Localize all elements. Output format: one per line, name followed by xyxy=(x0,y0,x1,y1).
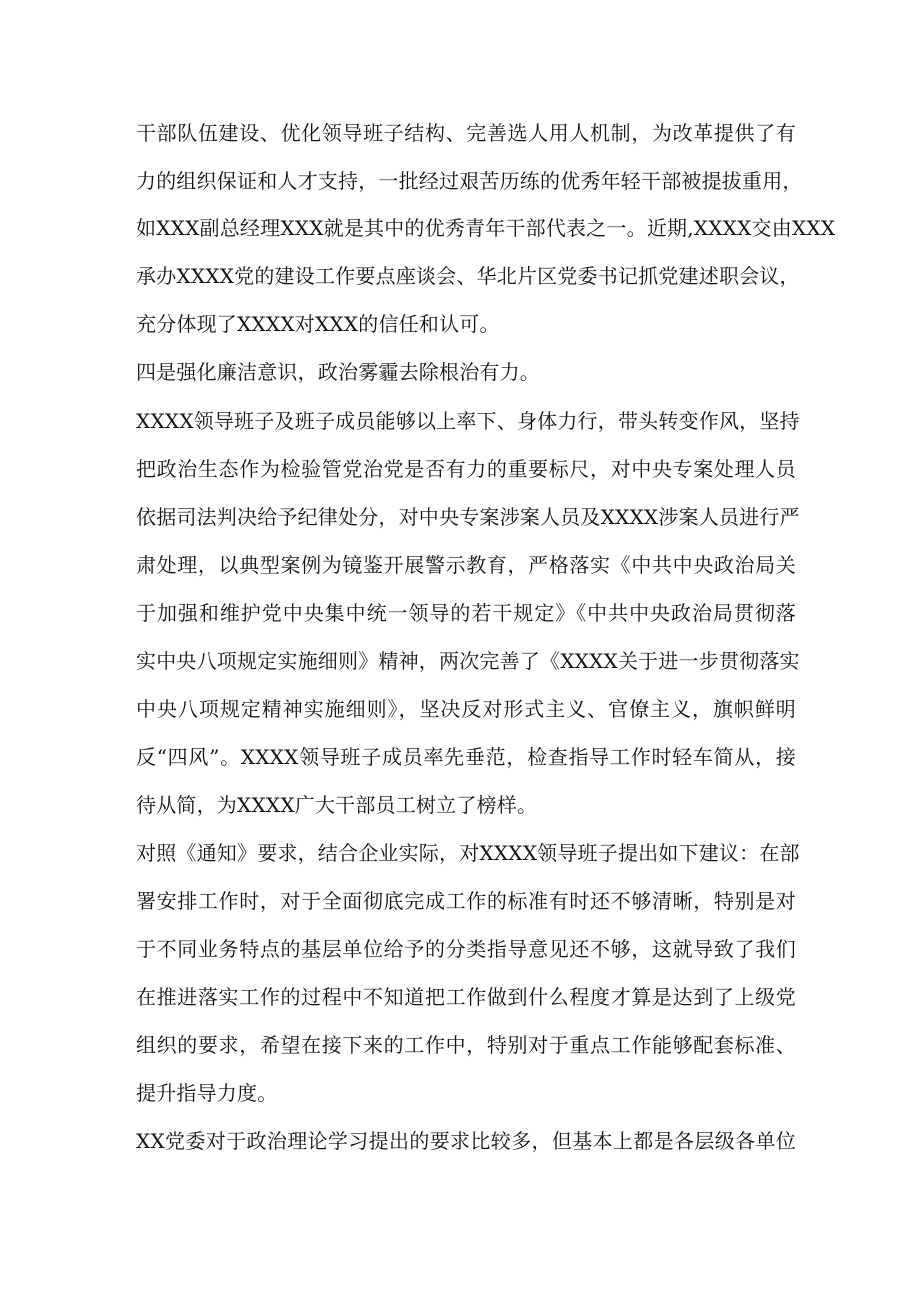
text-line: 中央八项规定精神实施细则》，坚决反对形式主义、官僚主义，旗帜鲜明 xyxy=(136,697,796,721)
text-line: 肃处理，以典型案例为镜鉴开展警示教育，严格落实《中共中央政治局关 xyxy=(136,553,796,577)
text-line: 提升指导力度。 xyxy=(136,1081,278,1105)
text-line: 如XXX副总经理XXX就是其中的优秀青年干部代表之一。近期,XXXX交由XXX xyxy=(136,216,836,240)
text-line: 力的组织保证和人才支持，一批经过艰苦历练的优秀年轻干部被提拔重用， xyxy=(136,169,803,193)
text-line: 反“四风”。XXXX领导班子成员率先垂范，检查指导工作时轻车简从，接 xyxy=(136,745,796,769)
text-line: 于加强和维护党中央集中统一领导的若干规定》《中共中央政治局贯彻落 xyxy=(136,601,796,625)
text-line: 实中央八项规定实施细则》精神，两次完善了《XXXX关于进一步贯彻落实 xyxy=(136,649,800,673)
text-line: 在推进落实工作的过程中不知道把工作做到什么程度才算是达到了上级党 xyxy=(136,985,796,1009)
text-line: 干部队伍建设、优化领导班子结构、完善选人用人机制，为改革提供了有 xyxy=(136,121,796,145)
text-line: XXXX领导班子及班子成员能够以上率下、身体力行，带头转变作风，坚持 xyxy=(136,409,800,433)
text-line: 四是强化廉洁意识，政治雾霾去除根治有力。 xyxy=(136,360,540,384)
text-line: 署安排工作时，对于全面彻底完成工作的标准有时还不够清晰，特别是对 xyxy=(136,889,796,913)
text-line: 待从简，为XXXX广大干部员工树立了榜样。 xyxy=(136,793,538,817)
text-line: 把政治生态作为检验管党治党是否有力的重要标尺，对中央专案处理人员 xyxy=(136,457,796,481)
text-line: 充分体现了XXXX对XXX的信任和认可。 xyxy=(136,312,500,336)
text-line: 于不同业务特点的基层单位给予的分类指导意见还不够，这就导致了我们 xyxy=(136,937,796,961)
text-line: 组织的要求，希望在接下来的工作中，特别对于重点工作能够配套标准、 xyxy=(136,1033,796,1057)
text-line: 对照《通知》要求，结合企业实际，对XXXX领导班子提出如下建议：在部 xyxy=(136,841,800,865)
text-line: 依据司法判决给予纪律处分，对中央专案涉案人员及XXXX涉案人员进行严 xyxy=(136,505,800,529)
text-line: XX党委对于政治理论学习提出的要求比较多，但基本上都是各层级各单位 xyxy=(136,1129,796,1153)
text-line: 承办XXXX党的建设工作要点座谈会、华北片区党委书记抓党建述职会议， xyxy=(136,264,800,288)
